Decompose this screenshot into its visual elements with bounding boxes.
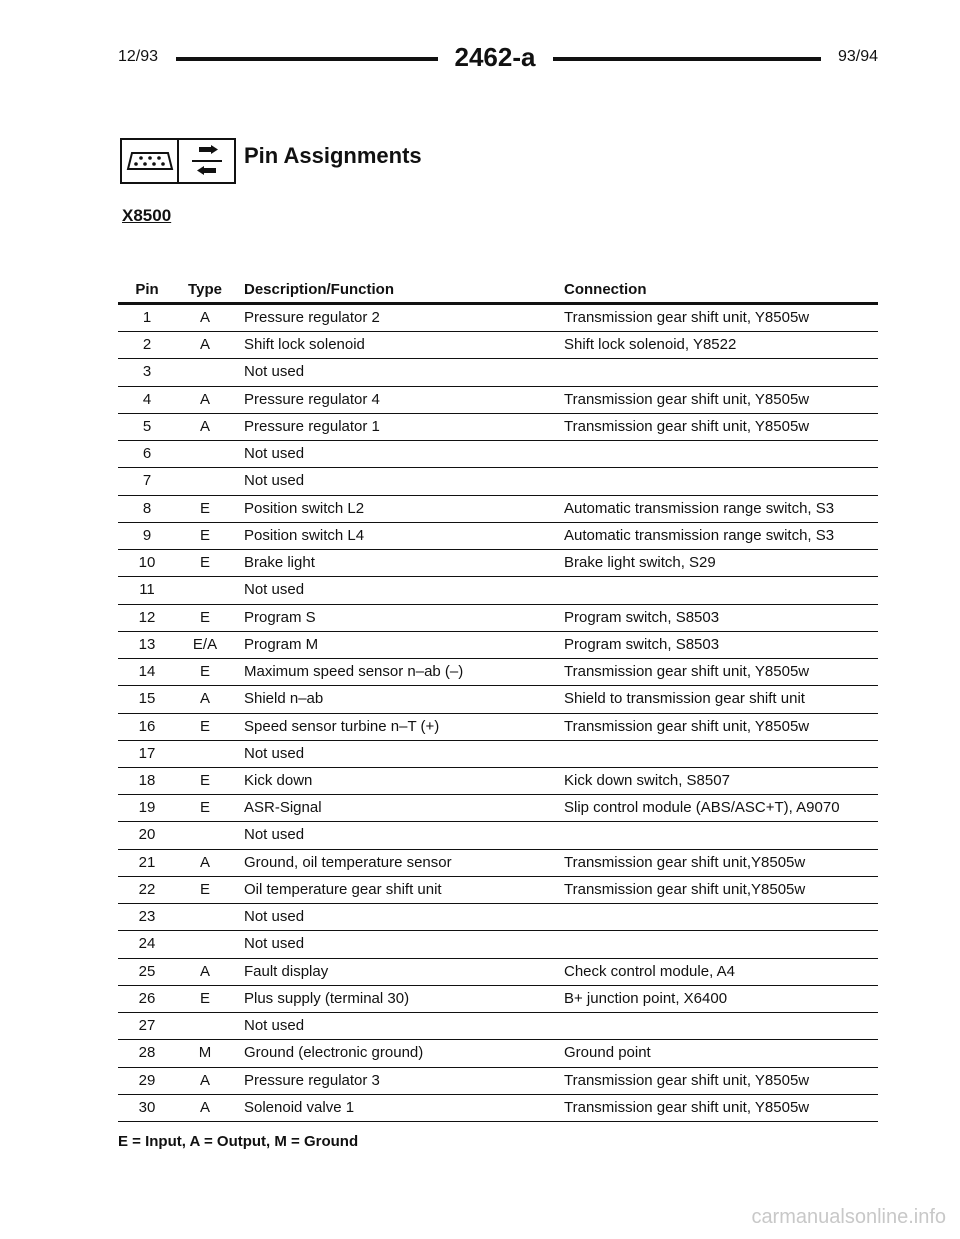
col-type-header: Type — [188, 281, 222, 298]
description-cell: Not used — [244, 908, 305, 926]
table-row — [118, 577, 878, 604]
table-header — [118, 279, 878, 303]
connector-id: X8500 — [122, 206, 172, 225]
connection-cell: Check control module, A4 — [564, 962, 735, 980]
pin-cell: 22 — [138, 880, 156, 898]
table-row — [118, 414, 878, 441]
table-row — [118, 605, 878, 632]
pin-cell: 15 — [138, 690, 156, 708]
table-row — [118, 931, 878, 958]
table-row — [118, 1040, 878, 1067]
table-row — [118, 523, 878, 550]
description-cell: Shift lock solenoid — [244, 336, 365, 354]
table-row — [118, 387, 878, 414]
description-cell: Solenoid valve 1 — [244, 1098, 355, 1116]
description-cell: Ground (electronic ground) — [244, 1044, 424, 1062]
pin-cell: 20 — [138, 826, 156, 844]
pin-cell: 25 — [138, 962, 156, 980]
type-cell: E — [199, 663, 210, 681]
type-cell: A — [199, 417, 210, 435]
table-row — [118, 1068, 878, 1095]
description-cell: Not used — [244, 445, 305, 463]
pin-cell: 30 — [138, 1098, 156, 1116]
pin-cell: 24 — [138, 935, 156, 953]
connection-cell: Transmission gear shift unit, Y8505w — [564, 417, 810, 435]
type-cell: E — [199, 526, 210, 544]
connection-cell: Transmission gear shift unit, Y8505w — [564, 717, 810, 735]
description-cell: Fault display — [244, 962, 329, 980]
table-row — [118, 959, 878, 986]
type-cell: E — [199, 799, 210, 817]
pin-cell: 11 — [139, 581, 155, 599]
description-cell: Not used — [244, 1017, 305, 1035]
pin-cell: 9 — [142, 526, 152, 544]
table-row — [118, 1095, 878, 1122]
connection-cell: Program switch, S8503 — [564, 608, 720, 626]
description-cell: Brake light — [244, 554, 315, 572]
connection-cell: Transmission gear shift unit, Y8505w — [564, 1098, 810, 1116]
table-row — [118, 986, 878, 1013]
pin-cell: 29 — [138, 1071, 156, 1089]
description-cell: Pressure regulator 2 — [244, 309, 380, 326]
description-cell: Not used — [244, 581, 305, 599]
type-cell: A — [199, 390, 210, 408]
pin-icons — [120, 138, 236, 184]
type-cell: E — [199, 717, 210, 735]
pin-cell: 17 — [138, 744, 156, 762]
table-row — [118, 822, 878, 849]
connection-cell: Transmission gear shift unit,Y8505w — [564, 880, 806, 898]
connection-cell: Transmission gear shift unit, Y8505w — [564, 1071, 810, 1089]
section-title: Pin Assignments — [244, 143, 422, 168]
table-row — [118, 714, 878, 741]
page-header — [118, 44, 878, 74]
table-row — [118, 496, 878, 523]
pin-cell: 21 — [138, 853, 156, 871]
connection-cell: Automatic transmission range switch, S3 — [564, 526, 835, 544]
pin-cell: 19 — [138, 799, 156, 817]
table-row — [118, 659, 878, 686]
description-cell: Pressure regulator 3 — [244, 1071, 380, 1089]
connection-cell: Kick down switch, S8507 — [564, 771, 730, 789]
description-cell: ASR-Signal — [244, 799, 322, 817]
type-cell: E — [199, 499, 210, 517]
connection-cell: Slip control module (ABS/ASC+T), A9070 — [564, 799, 840, 817]
pin-cell: 1 — [142, 309, 152, 326]
legend-note: E = Input, A = Output, M = Ground — [118, 1133, 359, 1150]
header-rule-left — [176, 57, 438, 61]
table-row — [118, 686, 878, 713]
pin-cell: 14 — [138, 663, 156, 681]
description-cell: Pressure regulator 4 — [244, 390, 380, 408]
pin-cell: 28 — [138, 1044, 156, 1062]
type-cell: A — [199, 690, 210, 708]
description-cell: Maximum speed sensor n–ab (–) — [244, 663, 464, 681]
table-row — [118, 795, 878, 822]
header-left-date: 12/93 — [118, 48, 159, 65]
table-row — [118, 632, 878, 659]
connection-cell: Ground point — [564, 1044, 651, 1062]
table-row — [118, 305, 878, 332]
type-cell: A — [199, 853, 210, 871]
pin-cell: 10 — [138, 554, 156, 572]
description-cell: Position switch L2 — [244, 499, 365, 517]
pin-cell: 13 — [138, 635, 156, 653]
header-rule-right — [553, 57, 821, 61]
type-cell: A — [199, 962, 210, 980]
connection-cell: Brake light switch, S29 — [564, 554, 716, 572]
table-row — [118, 877, 878, 904]
connection-cell: Transmission gear shift unit, Y8505w — [564, 309, 810, 326]
connection-cell: Program switch, S8503 — [564, 635, 720, 653]
type-cell: E — [199, 554, 210, 572]
table-row — [118, 1013, 878, 1040]
pin-cell: 5 — [142, 417, 152, 435]
pin-cell: 27 — [138, 1017, 156, 1035]
pin-cell: 4 — [142, 390, 152, 408]
col-connection-header: Connection — [564, 281, 647, 298]
pin-cell: 7 — [142, 472, 152, 490]
connection-cell: B+ junction point, X6400 — [564, 989, 728, 1007]
description-cell: Not used — [244, 744, 305, 762]
connection-cell: Automatic transmission range switch, S3 — [564, 499, 835, 517]
connection-cell: Transmission gear shift unit,Y8505w — [564, 853, 806, 871]
pin-table — [118, 305, 878, 1122]
type-cell: E — [199, 771, 210, 789]
description-cell: Not used — [244, 935, 305, 953]
connector-plug-icon — [122, 140, 177, 182]
description-cell: Program M — [244, 635, 319, 653]
type-cell: E — [199, 608, 210, 626]
table-row — [118, 550, 878, 577]
type-cell: E/A — [192, 635, 218, 653]
description-cell: Plus supply (terminal 30) — [244, 989, 410, 1007]
pin-cell: 3 — [142, 363, 152, 381]
description-cell: Speed sensor turbine n–T (+) — [244, 717, 440, 735]
type-cell: A — [199, 336, 210, 354]
pin-cell: 16 — [138, 717, 156, 735]
pin-cell: 6 — [142, 445, 152, 463]
input-output-icon — [177, 140, 234, 182]
type-cell: A — [199, 309, 210, 326]
type-cell: A — [199, 1098, 210, 1116]
table-row — [118, 850, 878, 877]
pin-cell: 26 — [138, 989, 156, 1007]
description-cell: Pressure regulator 1 — [244, 417, 380, 435]
pin-cell: 12 — [138, 608, 156, 626]
pin-cell: 8 — [142, 499, 152, 517]
type-cell: M — [198, 1044, 212, 1062]
description-cell: Kick down — [244, 771, 313, 789]
description-cell: Not used — [244, 363, 305, 381]
pin-cell: 18 — [138, 771, 156, 789]
connection-cell: Shield to transmission gear shift unit — [564, 690, 805, 708]
col-pin-header: Pin — [135, 281, 159, 298]
description-cell: Not used — [244, 472, 305, 490]
connection-cell: Shift lock solenoid, Y8522 — [564, 336, 737, 354]
connection-cell: Transmission gear shift unit, Y8505w — [564, 663, 810, 681]
type-cell: E — [199, 880, 210, 898]
connection-cell: Transmission gear shift unit, Y8505w — [564, 390, 810, 408]
table-row — [118, 468, 878, 495]
col-description-header: Description/Function — [244, 281, 394, 298]
description-cell: Program S — [244, 608, 316, 626]
table-row — [118, 441, 878, 468]
watermark: carmanualsonline.info — [751, 1206, 946, 1228]
header-right-date: 93/94 — [837, 48, 878, 65]
table-row — [118, 904, 878, 931]
description-cell: Oil temperature gear shift unit — [244, 880, 442, 898]
description-cell: Not used — [244, 826, 305, 844]
pin-cell: 23 — [138, 908, 156, 926]
pin-cell: 2 — [142, 336, 152, 354]
table-row — [118, 741, 878, 768]
description-cell: Ground, oil temperature sensor — [244, 853, 452, 871]
table-row — [118, 359, 878, 386]
description-cell: Position switch L4 — [244, 526, 365, 544]
type-cell: E — [199, 989, 210, 1007]
table-row — [118, 332, 878, 359]
table-row — [118, 768, 878, 795]
type-cell: A — [199, 1071, 210, 1089]
header-code: 2462-a — [454, 42, 536, 72]
description-cell: Shield n–ab — [244, 690, 324, 708]
